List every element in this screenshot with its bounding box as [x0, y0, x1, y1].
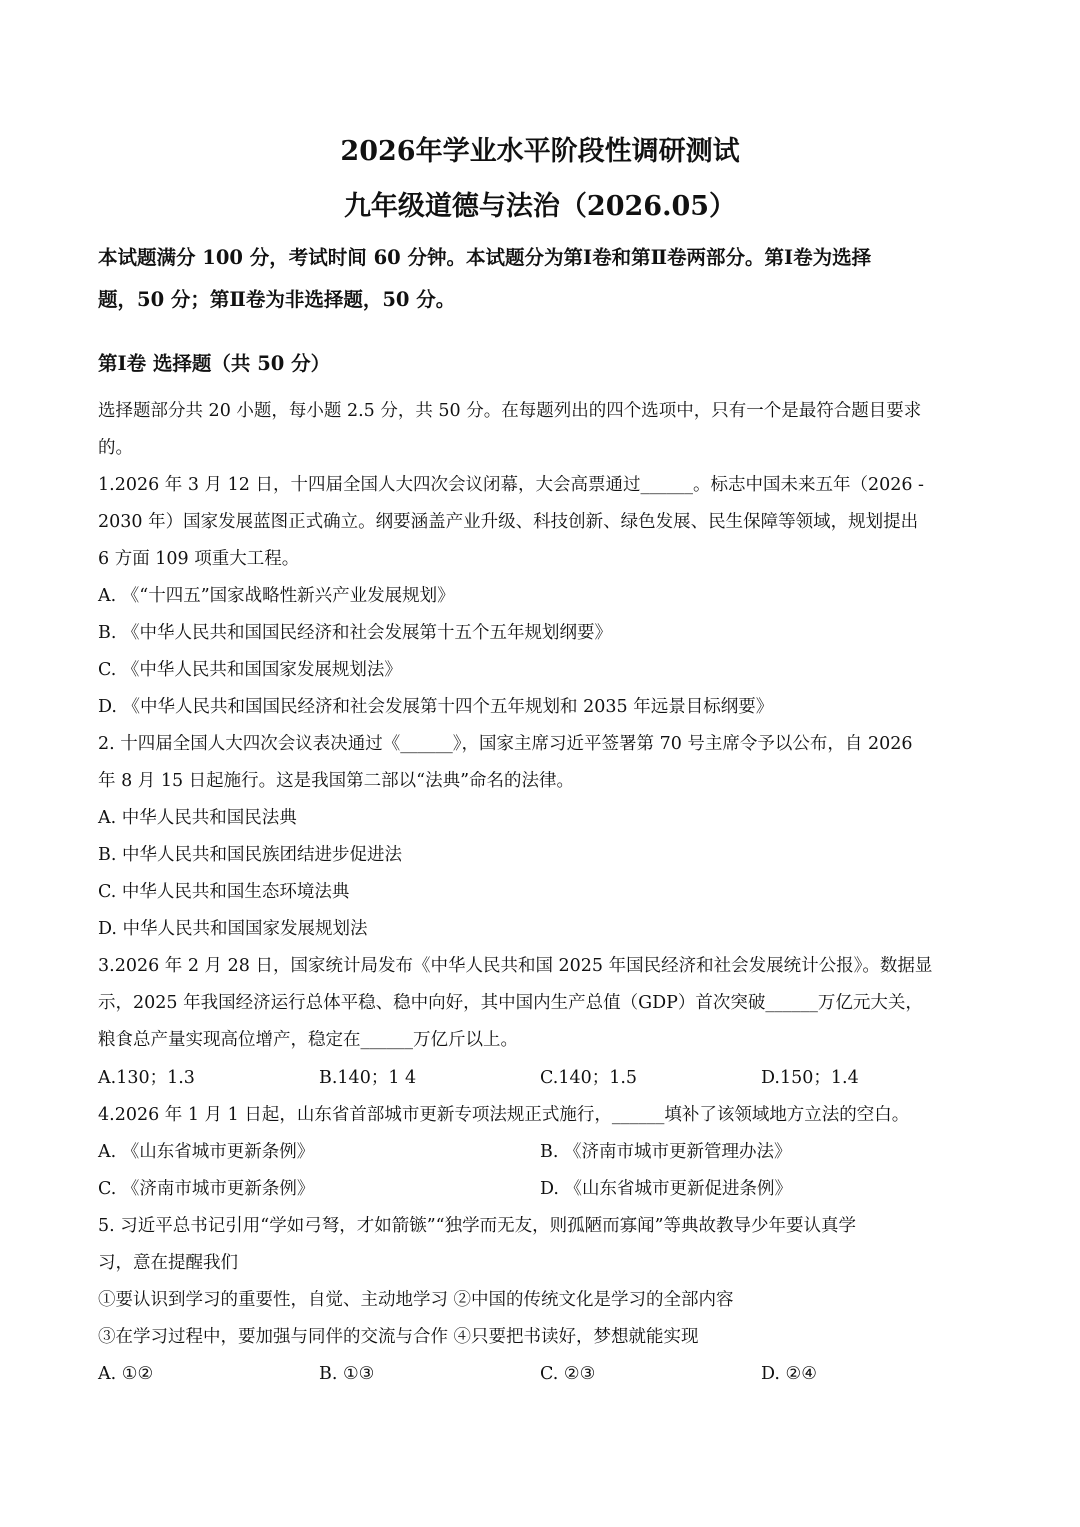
answer-option-d: D. 《中华人民共和国国民经济和社会发展第十四个五年规划和 2035 年远景目标纲要》	[98, 697, 774, 717]
answer-option-d: D. 《山东省城市更新促进条例》	[540, 1179, 793, 1199]
answer-option-b: B. 《中华人民共和国国民经济和社会发展第十五个五年规划纲要》	[98, 623, 612, 643]
answer-option-a: A. 《山东省城市更新条例》	[98, 1142, 315, 1162]
question-stem-line: 2030 年）国家发展蓝图正式确立。纲要涵盖产业升级、科技创新、绿色发展、民生保障等领域，规划提出	[98, 512, 919, 532]
exam-title: 2026年学业水平阶段性调研测试	[340, 136, 740, 167]
answer-option-b: B.140；1 4	[319, 1068, 417, 1088]
question-stem-line: 习，意在提醒我们	[98, 1253, 238, 1273]
question-stem-line: 2. 十四届全国人大四次会议表决通过《______》，国家主席习近平签署第 70 号主席令予以公布，自 2026	[98, 734, 913, 754]
answer-option-d: D. ②④	[761, 1364, 817, 1384]
answer-option-c: C. 《中华人民共和国国家发展规划法》	[98, 660, 402, 680]
answer-option-b: B. 中华人民共和国民族团结进步促进法	[98, 845, 402, 865]
question-stem-line: 示，2025 年我国经济运行总体平稳、稳中向好，其中国内生产总值（GDP）首次突破______万亿元大关，	[98, 993, 923, 1013]
question-stem-line: 年 8 月 15 日起施行。这是我国第二部以“法典”命名的法律。	[98, 771, 575, 791]
answer-option-d: D. 中华人民共和国国家发展规划法	[98, 919, 368, 939]
instructions-line: 题，50 分；第Ⅱ卷为非选择题，50 分。	[98, 288, 456, 311]
answer-option-c: C.140；1.5	[540, 1068, 638, 1088]
answer-option-a: A.130；1.3	[98, 1068, 195, 1088]
question-stem-line: 4.2026 年 1 月 1 日起，山东省首部城市更新专项法规正式施行，______填补了该领域地方立法的空白。	[98, 1105, 910, 1125]
instructions-line: 本试题满分 100 分，考试时间 60 分钟。本试题分为第Ⅰ卷和第Ⅱ卷两部分。第Ⅰ卷为选择	[98, 246, 872, 269]
answer-option-c: C. 中华人民共和国生态环境法典	[98, 882, 350, 902]
answer-option-d: D.150；1.4	[761, 1068, 859, 1088]
question-stem-line: 1.2026 年 3 月 12 日，十四届全国人大四次会议闭幕，大会高票通过______。标志中国未来五年（2026 -	[98, 475, 924, 495]
exam-subtitle: 九年级道德与法治（2026.05）	[343, 191, 737, 222]
answer-option-a: A. ①②	[98, 1364, 154, 1384]
answer-option-a: A. 中华人民共和国民法典	[98, 808, 297, 828]
section-instructions-line: 的。	[98, 438, 133, 458]
question-statement-line: ③在学习过程中，要加强与同伴的交流与合作 ④只要把书读好，梦想就能实现	[98, 1327, 699, 1347]
answer-option-c: C. ②③	[540, 1364, 596, 1384]
question-statement-line: ①要认识到学习的重要性，自觉、主动地学习 ②中国的传统文化是学习的全部内容	[98, 1290, 734, 1310]
section-instructions-line: 选择题部分共 20 小题，每小题 2.5 分，共 50 分。在每题列出的四个选项中，只有一个是最符合题目要求	[98, 401, 922, 421]
answer-option-b: B. ①③	[319, 1364, 375, 1384]
section-heading: 第Ⅰ卷 选择题（共 50 分）	[98, 352, 331, 375]
question-stem-line: 粮食总产量实现高位增产，稳定在______万亿斤以上。	[98, 1030, 518, 1050]
answer-option-c: C. 《济南市城市更新条例》	[98, 1179, 315, 1199]
answer-option-b: B. 《济南市城市更新管理办法》	[540, 1142, 792, 1162]
question-stem-line: 6 方面 109 项重大工程。	[98, 549, 300, 569]
answer-option-a: A. 《“十四五”国家战略性新兴产业发展规划》	[98, 586, 455, 606]
question-stem-line: 3.2026 年 2 月 28 日，国家统计局发布《中华人民共和国 2025 年国民经济和社会发展统计公报》。数据显	[98, 956, 933, 976]
question-stem-line: 5. 习近平总书记引用“学如弓弩，才如箭镞”“独学而无友，则孤陋而寡闻”等典故教导少年要认真学	[98, 1216, 857, 1236]
